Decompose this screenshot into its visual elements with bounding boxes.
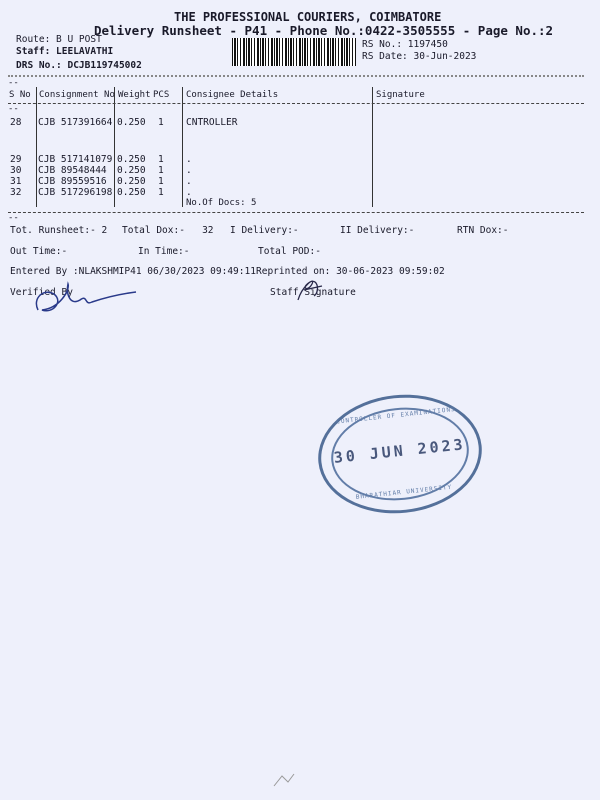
row-sno: 29 bbox=[10, 154, 22, 165]
row-weight: 0.250 bbox=[117, 165, 146, 176]
row-weight: 0.250 bbox=[117, 176, 146, 187]
col-weight: Weight bbox=[118, 90, 151, 100]
row-weight: 0.250 bbox=[117, 154, 146, 165]
row-consignee: CNTROLLER bbox=[186, 117, 238, 128]
column-divider bbox=[36, 87, 37, 207]
ii-delivery: II Delivery:- bbox=[340, 225, 415, 236]
entered-by: Entered By :NLAKSHMIP41 06/30/2023 09:49:11 bbox=[10, 266, 256, 277]
dash-mark: -- bbox=[8, 104, 19, 114]
row-consignment: CJB 517296198 bbox=[38, 187, 113, 198]
i-delivery: I Delivery:- bbox=[230, 225, 299, 236]
out-time: Out Time:- bbox=[10, 246, 68, 257]
runsheet-subtitle: Delivery Runsheet - P41 - Phone No.:0422-3505555 - Page No.:2 bbox=[94, 23, 554, 38]
dash-mark: -- bbox=[8, 78, 19, 88]
staff-signature: Staff Signature bbox=[270, 287, 356, 298]
row-pcs: 1 bbox=[158, 117, 164, 128]
no-of-docs: No.Of Docs: 5 bbox=[186, 198, 257, 208]
row-pcs: 1 bbox=[158, 154, 164, 165]
route: Route: B U POST bbox=[16, 34, 102, 45]
row-consignee: . bbox=[186, 165, 192, 176]
row-consignment: CJB 89548444 bbox=[38, 165, 107, 176]
row-consignment: CJB 89559516 bbox=[38, 176, 107, 187]
header-rule bbox=[8, 103, 584, 104]
verifier-signature bbox=[30, 280, 140, 320]
staff: Staff: LEELAVATHI bbox=[16, 46, 114, 57]
column-divider bbox=[182, 87, 183, 207]
stamp-ring-text-bottom: BHARATHIAR UNIVERSITY bbox=[355, 483, 453, 501]
row-consignment: CJB 517141079 bbox=[38, 154, 113, 165]
rtn-dox: RTN Dox:- bbox=[457, 225, 509, 236]
row-consignee: . bbox=[186, 176, 192, 187]
row-sno: 30 bbox=[10, 165, 22, 176]
row-weight: 0.250 bbox=[117, 117, 146, 128]
rs-number: RS No.: 1197450 bbox=[362, 39, 448, 50]
company-title: THE PROFESSIONAL COURIERS, COIMBATORE bbox=[174, 10, 442, 24]
row-sno: 32 bbox=[10, 187, 22, 198]
staff-signature-mark bbox=[290, 272, 330, 304]
column-divider bbox=[114, 87, 115, 207]
in-time: In Time:- bbox=[138, 246, 190, 257]
row-sno: 31 bbox=[10, 176, 22, 187]
col-consignee: Consignee Details bbox=[186, 90, 279, 100]
row-pcs: 1 bbox=[158, 187, 164, 198]
row-pcs: 1 bbox=[158, 176, 164, 187]
row-consignee: . bbox=[186, 187, 192, 198]
stamp-ring-text: CONTROLLER OF EXAMINATIONS bbox=[335, 405, 456, 426]
dash-mark: -- bbox=[8, 213, 19, 223]
rs-date: RS Date: 30-Jun-2023 bbox=[362, 51, 477, 62]
row-pcs: 1 bbox=[158, 165, 164, 176]
barcode bbox=[232, 38, 356, 66]
scan-mark bbox=[270, 770, 300, 790]
col-pcs: PCS bbox=[153, 90, 170, 100]
date-stamp bbox=[312, 387, 487, 521]
row-weight: 0.250 bbox=[117, 187, 146, 198]
col-signature: Signature bbox=[376, 90, 425, 100]
reprinted-on: Reprinted on: 30-06-2023 09:59:02 bbox=[256, 266, 445, 277]
total-pod: Total POD:- bbox=[258, 246, 321, 257]
table-rule bbox=[8, 212, 584, 213]
stamp-date: 30 JUN 2023 bbox=[332, 435, 467, 467]
tot-runsheet: Tot. Runsheet:- 2 bbox=[10, 225, 108, 236]
row-consignee: . bbox=[186, 154, 192, 165]
col-sno: S No bbox=[9, 90, 31, 100]
verified-by: Verified By bbox=[10, 287, 73, 298]
col-consignment: Consignment No bbox=[39, 90, 115, 100]
total-dox: Total Dox:- 32 bbox=[122, 225, 214, 236]
column-divider bbox=[372, 87, 373, 207]
separator bbox=[8, 75, 584, 77]
row-sno: 28 bbox=[10, 117, 22, 128]
row-consignment: CJB 517391664 bbox=[38, 117, 113, 128]
drs-number: DRS No.: DCJB119745002 bbox=[16, 60, 142, 71]
